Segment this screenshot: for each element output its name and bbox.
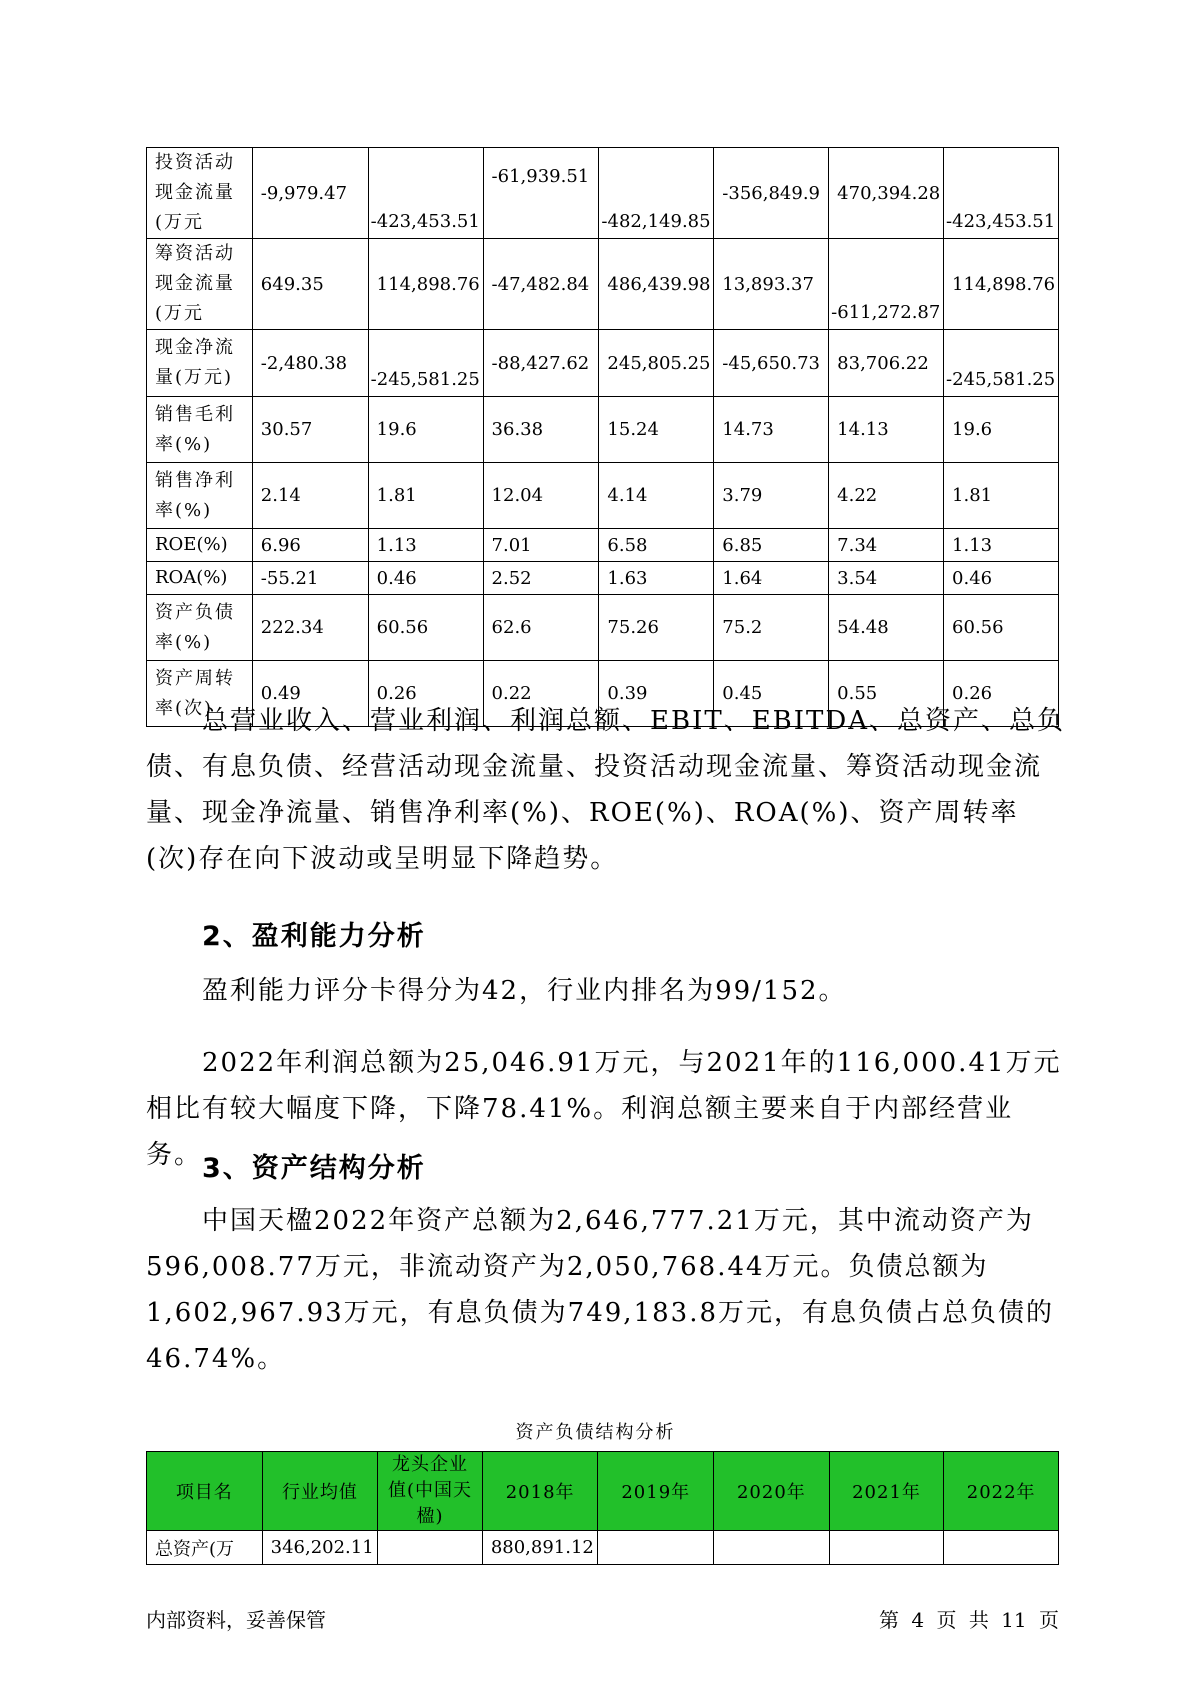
table-cell: 0.45 [714,661,829,727]
table-row [147,1531,1059,1565]
table-cell: 1.63 [599,562,714,595]
table-cell: 346,202.11 [262,1531,378,1565]
table-cell: 1.81 [368,463,483,529]
table-cell [378,1531,483,1565]
table-cell: 14.13 [829,397,944,463]
table-row [147,529,1059,562]
table-cell: 880,891.12 [482,1531,598,1565]
profit-total-paragraph: 2022年利润总额为25,046.91万元，与2021年的116,000.41万元相比有较大幅度下降，下降78.41%。利润总额主要来自于内部经营业务。 [146,1048,1062,1170]
column-header: 行业均值 [262,1452,378,1531]
table-cell: -245,581.25 [944,330,1059,397]
asset-liability-structure-table [146,1451,1059,1565]
table-cell: 1.64 [714,562,829,595]
table-cell: 0.39 [599,661,714,727]
table-cell: 0.46 [944,562,1059,595]
table-cell: -47,482.84 [483,239,599,330]
table-cell: 3.54 [829,562,944,595]
table-cell: 649.35 [252,239,368,330]
table-cell: 36.38 [483,397,599,463]
row-label: 销售毛利率(%) [147,397,253,463]
table-cell: 222.34 [252,595,368,661]
section-heading-profitability: 2、盈利能力分析 [202,921,426,952]
table-cell: 0.26 [368,661,483,727]
table-cell: 1.81 [944,463,1059,529]
table-caption: 资产负债结构分析 [515,1422,676,1443]
row-label: 投资活动现金流量(万元 [147,148,253,239]
table-row [147,595,1059,661]
table-cell: 470,394.28 [829,148,944,239]
table-row [147,330,1059,397]
asset-structure-paragraph: 中国天楹2022年资产总额为2,646,777.21万元，其中流动资产为596,008.77万元，非流动资产为2,050,768.44万元。负债总额为1,602,967.93万元，有息负债为749,183.8万元，有息负债占总负债的46.74%。 [146,1206,1054,1374]
column-header: 2021年 [829,1452,944,1531]
table-cell [714,1531,830,1565]
row-label: 资产负债率(%) [147,595,253,661]
table-row [147,397,1059,463]
table-cell: 7.34 [829,529,944,562]
table-cell: 486,439.98 [599,239,714,330]
table-cell: 83,706.22 [829,330,944,397]
table-cell: 19.6 [944,397,1059,463]
table-cell: 1.13 [944,529,1059,562]
row-label: 总资产(万 [147,1531,263,1565]
table-cell: 15.24 [599,397,714,463]
table-cell: 114,898.76 [368,239,483,330]
table-cell: -482,149.85 [599,148,714,239]
footer-confidential-note: 内部资料，妥善保管 [146,1608,326,1632]
table-cell: 0.22 [483,661,599,727]
table-cell: -356,849.9 [714,148,829,239]
table-cell: 7.01 [483,529,599,562]
table-cell: 19.6 [368,397,483,463]
table-cell: -61,939.51 [483,148,599,239]
table-cell: -611,272.87 [829,239,944,330]
financial-indicators-table [146,147,1059,727]
table-cell: 30.57 [252,397,368,463]
column-header: 龙头企业值(中国天楹) [378,1452,483,1531]
table-row [147,148,1059,239]
table-cell: -423,453.51 [368,148,483,239]
trend-summary-paragraph: 总营业收入、营业利润、利润总额、EBIT、EBITDA、总资产、总负债、有息负债、经营活动现金流量、投资活动现金流量、筹资活动现金流量、现金净流量、销售净利率(%)、ROE(%)、ROA(%)、资产周转率(次)存在向下波动或呈明显下降趋势。 [146,706,1066,874]
row-label: 资产周转率(次) [147,661,253,727]
table-cell: 2.52 [483,562,599,595]
table-cell: -88,427.62 [483,330,599,397]
table-cell: 0.49 [252,661,368,727]
row-label: 现金净流量(万元) [147,330,253,397]
table-row [147,239,1059,330]
table-cell: 0.26 [944,661,1059,727]
profitability-score-paragraph: 盈利能力评分卡得分为42，行业内排名为99/152。 [202,976,847,1006]
table-cell: 60.56 [944,595,1059,661]
table-cell: 6.85 [714,529,829,562]
table-cell: 12.04 [483,463,599,529]
table-cell: 1.13 [368,529,483,562]
table-cell: 75.26 [599,595,714,661]
table-cell: -45,650.73 [714,330,829,397]
table-cell: 114,898.76 [944,239,1059,330]
table-cell: -2,480.38 [252,330,368,397]
table-cell: 60.56 [368,595,483,661]
table-cell: -9,979.47 [252,148,368,239]
row-label: 筹资活动现金流量(万元 [147,239,253,330]
table-cell [944,1531,1059,1565]
column-header: 项目名 [147,1452,263,1531]
table-cell: 3.79 [714,463,829,529]
row-label: 销售净利率(%) [147,463,253,529]
table-cell: -245,581.25 [368,330,483,397]
table-cell: 2.14 [252,463,368,529]
footer-page-number: 第 4 页 共 11 页 [879,1608,1059,1632]
table-cell: 4.22 [829,463,944,529]
table-cell: -55.21 [252,562,368,595]
table-cell [598,1531,714,1565]
column-header: 2022年 [944,1452,1059,1531]
table-cell: 75.2 [714,595,829,661]
section-heading-asset-structure: 3、资产结构分析 [202,1153,426,1184]
row-label: ROE(%) [147,529,253,562]
table-cell [829,1531,944,1565]
table-cell: 6.96 [252,529,368,562]
table-cell: 245,805.25 [599,330,714,397]
table-header-row [147,1452,1059,1531]
table-cell: 14.73 [714,397,829,463]
column-header: 2019年 [598,1452,714,1531]
table-cell: 0.55 [829,661,944,727]
table-cell: 6.58 [599,529,714,562]
table-row [147,463,1059,529]
column-header: 2018年 [482,1452,598,1531]
table-cell: 4.14 [599,463,714,529]
table-cell: 0.46 [368,562,483,595]
table-cell: 13,893.37 [714,239,829,330]
table-cell: 54.48 [829,595,944,661]
row-label: ROA(%) [147,562,253,595]
table-row [147,562,1059,595]
column-header: 2020年 [714,1452,830,1531]
table-cell: 62.6 [483,595,599,661]
table-cell: -423,453.51 [944,148,1059,239]
